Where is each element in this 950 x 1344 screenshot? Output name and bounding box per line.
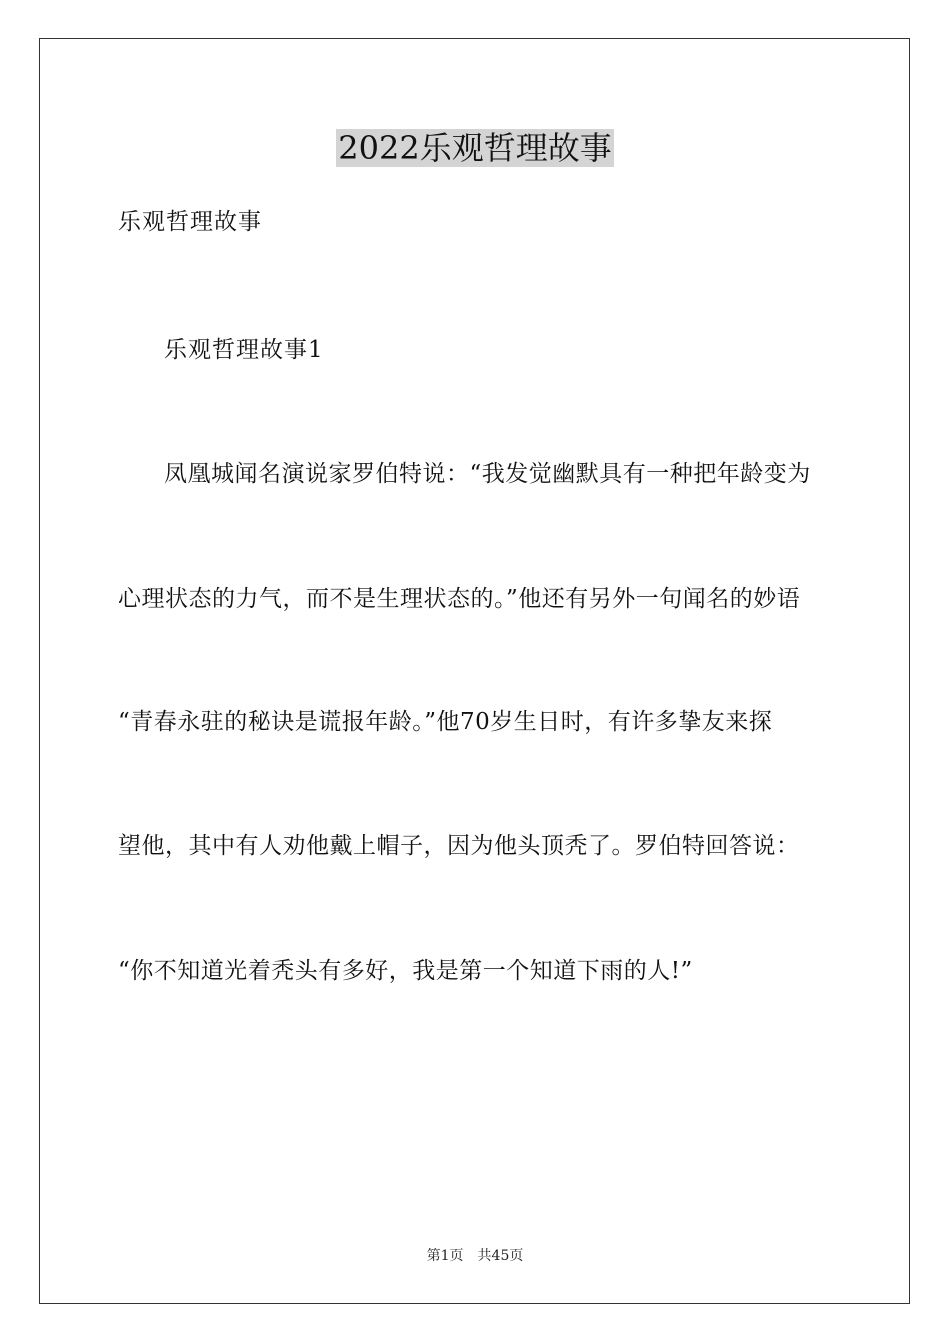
paragraph-line: 心理状态的力气，而不是生理状态的。”他还有另外一句闻名的妙语 xyxy=(118,586,801,612)
paragraph-line: “青春永驻的秘诀是谎报年龄。”他70岁生日时，有许多挚友来探 xyxy=(118,709,773,735)
document-title xyxy=(0,128,950,168)
document-subtitle: 乐观哲理故事 xyxy=(118,209,262,235)
page-footer xyxy=(0,1246,950,1266)
paragraph-line: 凤凰城闻名演说家罗伯特说：“我发觉幽默具有一种把年龄变为 xyxy=(164,461,811,487)
page-number: 第1页 xyxy=(426,1248,464,1264)
paragraph-line: 望他，其中有人劝他戴上帽子，因为他头顶秃了。罗伯特回答说： xyxy=(118,833,800,859)
document-title-text: 2022乐观哲理故事 xyxy=(338,129,612,167)
paragraph-line: “你不知道光着秃头有多好，我是第一个知道下雨的人!” xyxy=(118,958,693,984)
page-total: 共45页 xyxy=(477,1248,524,1264)
section-heading: 乐观哲理故事1 xyxy=(164,337,324,363)
